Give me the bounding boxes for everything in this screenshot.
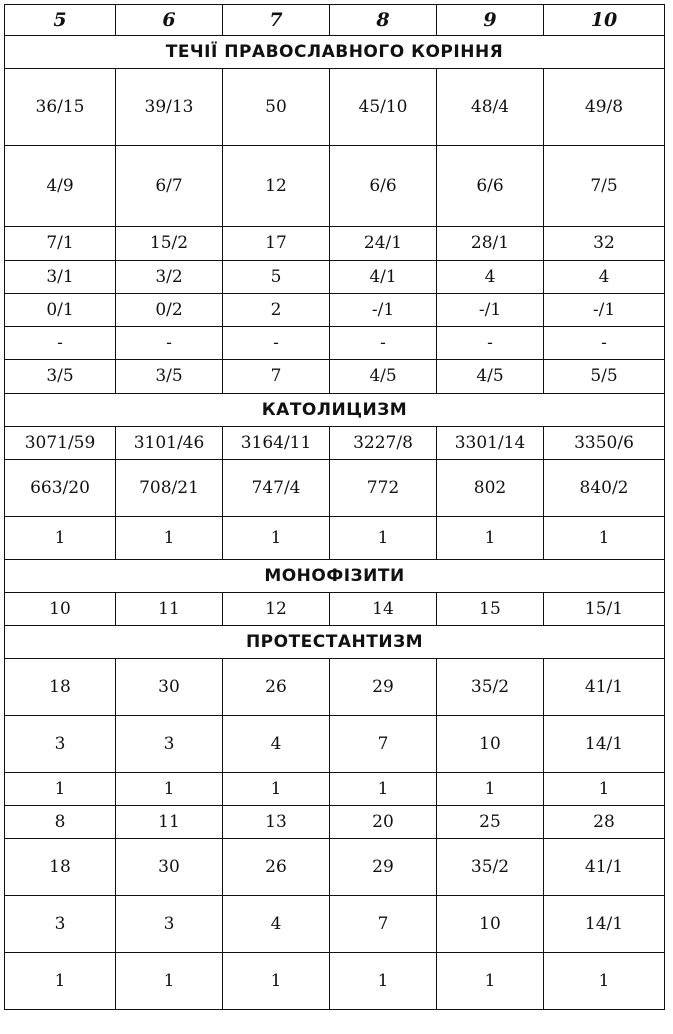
table-cell: 3: [116, 896, 223, 953]
section-title-orthodox: ТЕЧІЇ ПРАВОСЛАВНОГО КОРІННЯ: [5, 36, 665, 69]
table-cell: 5: [223, 261, 330, 294]
table-cell: 1: [330, 773, 437, 806]
section-title-monophysite: МОНОФІЗИТИ: [5, 560, 665, 593]
table-cell: 41/1: [544, 659, 665, 716]
table-cell: -/1: [330, 294, 437, 327]
column-header: 10: [544, 5, 665, 36]
table-row: [5, 227, 665, 261]
table-cell: 17: [223, 227, 330, 261]
table-cell: 3350/6: [544, 427, 665, 460]
table-cell: 3: [5, 896, 116, 953]
table-cell: 7/1: [5, 227, 116, 261]
table-cell: 4/5: [437, 360, 544, 394]
table-cell: 3: [5, 716, 116, 773]
table-cell: 3/5: [116, 360, 223, 394]
table-row: [5, 593, 665, 626]
table-cell: 28: [544, 806, 665, 839]
table-cell: 4/5: [330, 360, 437, 394]
table-cell: 12: [223, 146, 330, 227]
table-cell: 5/5: [544, 360, 665, 394]
table-cell: -: [116, 327, 223, 360]
table-cell: 14/1: [544, 896, 665, 953]
column-header: 9: [437, 5, 544, 36]
table-cell: 8: [5, 806, 116, 839]
table-cell: 1: [223, 953, 330, 1010]
table-row: [5, 294, 665, 327]
table-cell: 1: [330, 517, 437, 560]
table-cell: 3/1: [5, 261, 116, 294]
table-cell: 45/10: [330, 69, 437, 146]
table-cell: 1: [437, 517, 544, 560]
table-cell: 1: [330, 953, 437, 1010]
table-cell: 11: [116, 806, 223, 839]
table-cell: 29: [330, 659, 437, 716]
table-cell: 10: [437, 716, 544, 773]
table-cell: 6/6: [330, 146, 437, 227]
table-cell: 1: [116, 517, 223, 560]
table-cell: 3301/14: [437, 427, 544, 460]
table-cell: 3164/11: [223, 427, 330, 460]
table-cell: 11: [116, 593, 223, 626]
table-cell: 30: [116, 659, 223, 716]
table-cell: 3/5: [5, 360, 116, 394]
table-row: [5, 69, 665, 146]
table-cell: 4: [223, 896, 330, 953]
statistics-table: [4, 4, 665, 1010]
table-cell: 1: [437, 953, 544, 1010]
table-cell: 663/20: [5, 460, 116, 517]
table-row: [5, 517, 665, 560]
table-cell: 4: [437, 261, 544, 294]
table-cell: 3227/8: [330, 427, 437, 460]
table-cell: 50: [223, 69, 330, 146]
table-cell: 7/5: [544, 146, 665, 227]
table-row: [5, 839, 665, 896]
table-cell: 28/1: [437, 227, 544, 261]
table-row: [5, 953, 665, 1010]
table-cell: -: [5, 327, 116, 360]
table-cell: -/1: [544, 294, 665, 327]
statistics-table-container: [4, 4, 664, 1010]
table-cell: 35/2: [437, 839, 544, 896]
column-header: 8: [330, 5, 437, 36]
section-header-row: [5, 394, 665, 427]
column-header: 7: [223, 5, 330, 36]
table-cell: 29: [330, 839, 437, 896]
table-cell: 1: [544, 773, 665, 806]
table-cell: 3/2: [116, 261, 223, 294]
table-cell: 4/1: [330, 261, 437, 294]
table-cell: -/1: [437, 294, 544, 327]
table-row: [5, 146, 665, 227]
table-row: [5, 327, 665, 360]
table-cell: 2: [223, 294, 330, 327]
section-header-row: [5, 626, 665, 659]
table-cell: 48/4: [437, 69, 544, 146]
table-cell: 10: [5, 593, 116, 626]
table-cell: 0/2: [116, 294, 223, 327]
table-cell: 26: [223, 839, 330, 896]
table-row: [5, 360, 665, 394]
column-header: 5: [5, 5, 116, 36]
column-header: 6: [116, 5, 223, 36]
table-cell: 1: [5, 517, 116, 560]
table-cell: 1: [116, 773, 223, 806]
table-cell: 747/4: [223, 460, 330, 517]
table-cell: 15/2: [116, 227, 223, 261]
table-cell: 26: [223, 659, 330, 716]
section-title-protestant: ПРОТЕСТАНТИЗМ: [5, 626, 665, 659]
table-cell: 14: [330, 593, 437, 626]
table-cell: 39/13: [116, 69, 223, 146]
column-header-row: [5, 5, 665, 36]
table-cell: 1: [5, 773, 116, 806]
table-cell: -: [330, 327, 437, 360]
table-cell: 18: [5, 839, 116, 896]
table-row: [5, 427, 665, 460]
table-cell: 4: [544, 261, 665, 294]
table-cell: -: [223, 327, 330, 360]
table-cell: 3101/46: [116, 427, 223, 460]
table-row: [5, 261, 665, 294]
table-cell: 1: [116, 953, 223, 1010]
table-row: [5, 460, 665, 517]
table-cell: 1: [544, 953, 665, 1010]
table-cell: 35/2: [437, 659, 544, 716]
table-cell: 7: [330, 896, 437, 953]
table-cell: 41/1: [544, 839, 665, 896]
table-cell: 772: [330, 460, 437, 517]
table-cell: 1: [223, 517, 330, 560]
table-cell: -: [544, 327, 665, 360]
table-cell: 36/15: [5, 69, 116, 146]
table-cell: 1: [437, 773, 544, 806]
table-cell: 0/1: [5, 294, 116, 327]
table-cell: 13: [223, 806, 330, 839]
table-cell: 20: [330, 806, 437, 839]
table-cell: 840/2: [544, 460, 665, 517]
section-header-row: [5, 560, 665, 593]
table-row: [5, 773, 665, 806]
table-cell: 14/1: [544, 716, 665, 773]
table-cell: 802: [437, 460, 544, 517]
table-cell: 1: [223, 773, 330, 806]
table-cell: 6/6: [437, 146, 544, 227]
table-row: [5, 806, 665, 839]
table-cell: 32: [544, 227, 665, 261]
table-cell: 708/21: [116, 460, 223, 517]
table-cell: 24/1: [330, 227, 437, 261]
section-header-row: [5, 36, 665, 69]
table-cell: 49/8: [544, 69, 665, 146]
table-cell: 15: [437, 593, 544, 626]
table-cell: 4: [223, 716, 330, 773]
table-row: [5, 659, 665, 716]
section-title-catholic: КАТОЛИЦИЗМ: [5, 394, 665, 427]
table-cell: 15/1: [544, 593, 665, 626]
table-row: [5, 896, 665, 953]
table-cell: 10: [437, 896, 544, 953]
table-cell: 3071/59: [5, 427, 116, 460]
table-cell: 25: [437, 806, 544, 839]
table-cell: 12: [223, 593, 330, 626]
table-cell: 18: [5, 659, 116, 716]
table-cell: 7: [223, 360, 330, 394]
table-cell: 30: [116, 839, 223, 896]
table-cell: 1: [5, 953, 116, 1010]
table-row: [5, 716, 665, 773]
table-cell: 6/7: [116, 146, 223, 227]
table-cell: -: [437, 327, 544, 360]
table-cell: 3: [116, 716, 223, 773]
table-cell: 4/9: [5, 146, 116, 227]
table-cell: 1: [544, 517, 665, 560]
table-cell: 7: [330, 716, 437, 773]
